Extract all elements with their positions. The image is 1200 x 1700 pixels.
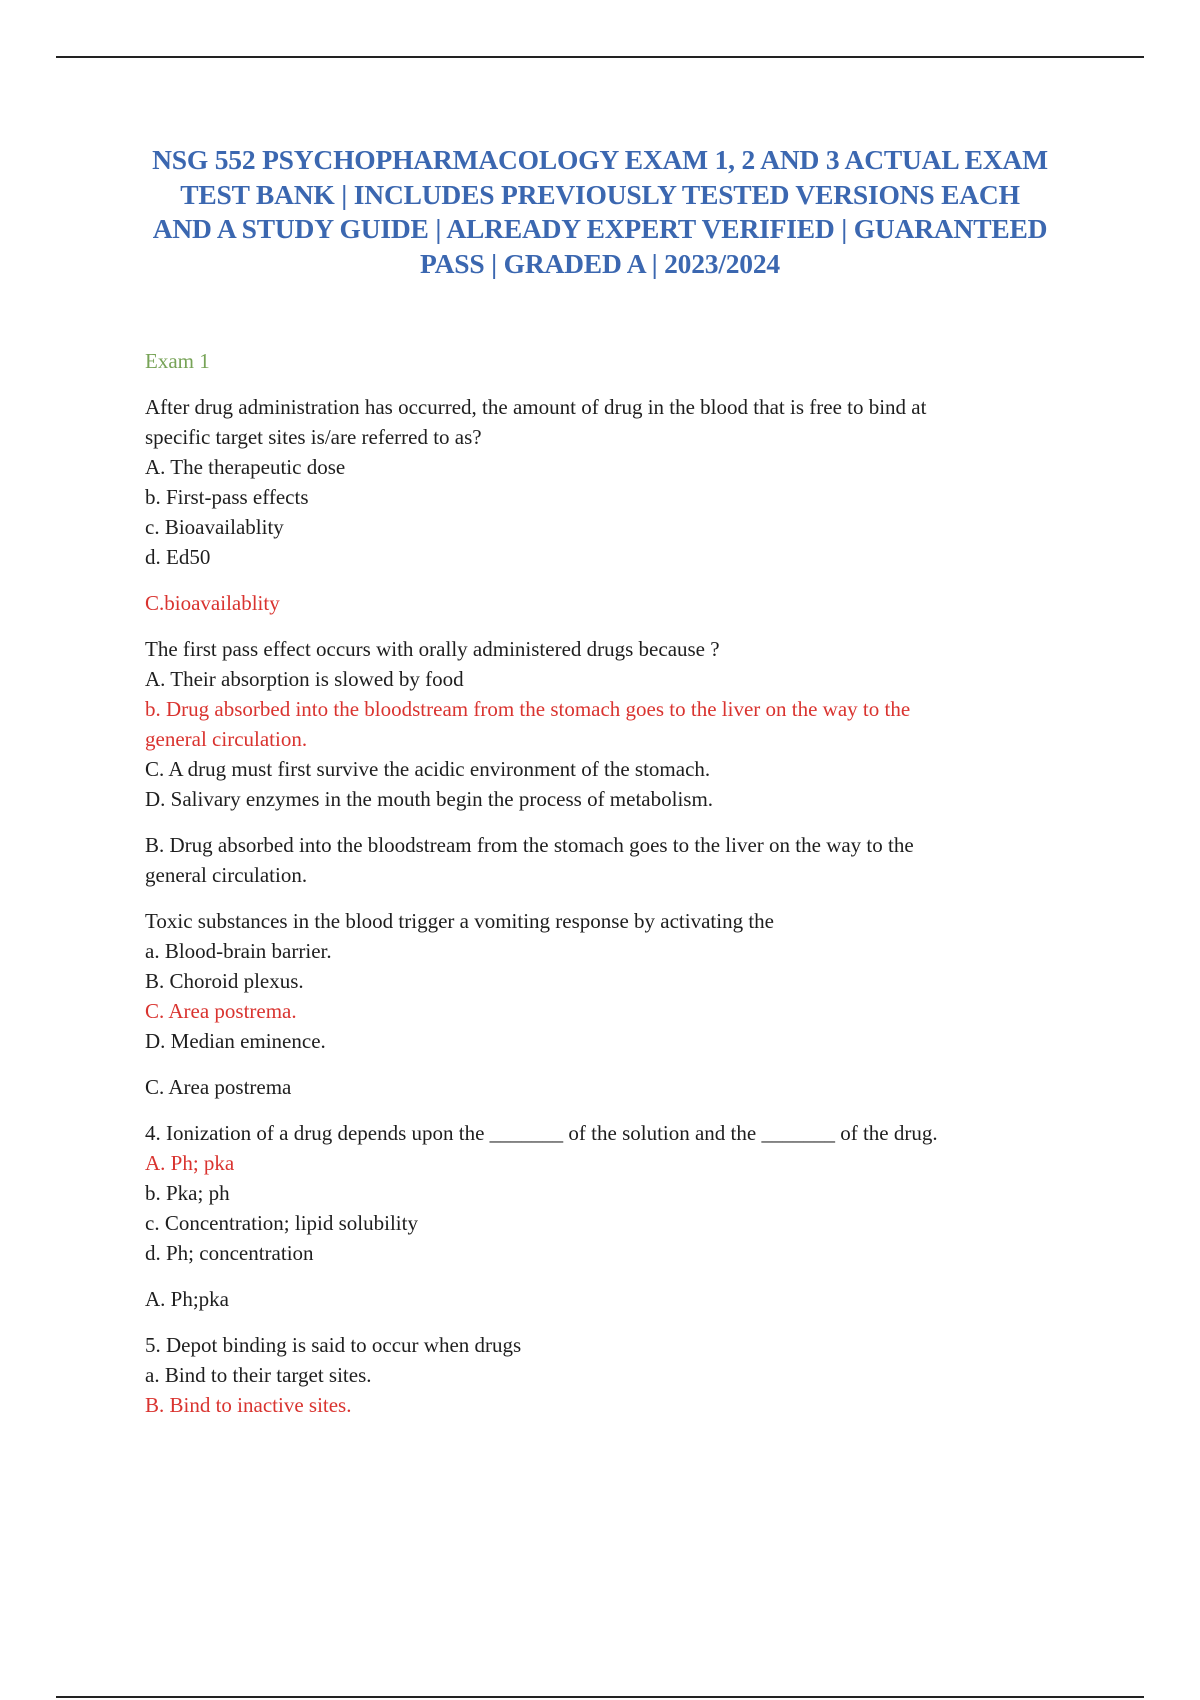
title-line: AND A STUDY GUIDE | ALREADY EXPERT VERIFIED | GUARANTEED: [152, 213, 1048, 244]
correct-answer: A. Ph;pka: [145, 1287, 229, 1311]
question-stem: 4. Ionization of a drug depends upon the _______ of the solution and the _______ of the drug.: [145, 1121, 938, 1145]
answer-option: d. Ph; concentration: [145, 1241, 314, 1265]
title-line: PASS | GRADED A | 2023/2024: [420, 247, 780, 279]
section-heading: Exam 1: [145, 349, 210, 373]
question-block: [145, 392, 1095, 572]
question-block: [145, 906, 1095, 1056]
correct-answer: B. Drug absorbed into the bloodstream from the stomach goes to the liver on the way to the: [145, 833, 914, 857]
question-block: [145, 1118, 1095, 1268]
question-stem: The first pass effect occurs with orally administered drugs because ?: [145, 637, 720, 661]
answer-option: c. Concentration; lipid solubility: [145, 1211, 418, 1235]
answer-option-highlighted: b. Drug absorbed into the bloodstream from the stomach goes to the liver on the way to the: [145, 697, 911, 721]
top-rule: [56, 56, 1144, 58]
question-stem: Toxic substances in the blood trigger a vomiting response by activating the: [145, 909, 774, 933]
answer-option-highlighted: A. Ph; pka: [145, 1151, 235, 1175]
answer-option: A. The therapeutic dose: [145, 455, 346, 479]
question-stem: 5. Depot binding is said to occur when drugs: [145, 1333, 522, 1357]
question-stem: After drug administration has occurred, the amount of drug in the blood that is free to bind at: [145, 395, 927, 419]
answer-option: C. A drug must first survive the acidic environment of the stomach.: [145, 757, 711, 781]
question-block: [145, 634, 1095, 814]
answer-option: A. Their absorption is slowed by food: [145, 667, 464, 691]
exam-content: [145, 346, 1095, 1420]
question-stem: specific target sites is/are referred to as?: [145, 425, 482, 449]
answer-option-highlighted: general circulation.: [145, 727, 308, 751]
correct-answer: C.bioavailablity: [145, 591, 280, 615]
answer-option: d. Ed50: [145, 545, 211, 569]
title-line: TEST BANK | INCLUDES PREVIOUSLY TESTED VERSIONS EACH: [180, 178, 1020, 210]
document-title: [130, 143, 1070, 281]
answer-option: a. Blood-brain barrier.: [145, 939, 332, 963]
answer-option: b. First-pass effects: [145, 485, 309, 509]
answer-option-highlighted: C. Area postrema.: [145, 999, 297, 1023]
answer-option: D. Median eminence.: [145, 1029, 326, 1053]
correct-answer: general circulation.: [145, 863, 308, 887]
question-block: [145, 1330, 1095, 1420]
correct-answer: C. Area postrema: [145, 1075, 292, 1099]
answer-option: c. Bioavailablity: [145, 515, 284, 539]
answer-option-highlighted: B. Bind to inactive sites.: [145, 1393, 352, 1417]
answer-option: B. Choroid plexus.: [145, 969, 304, 993]
answer-option: b. Pka; ph: [145, 1181, 230, 1205]
answer-option: a. Bind to their target sites.: [145, 1363, 372, 1387]
bottom-rule: [56, 1696, 1144, 1698]
title-line: NSG 552 PSYCHOPHARMACOLOGY EXAM 1, 2 AND 3 ACTUAL EXAM: [152, 144, 1048, 175]
answer-option: D. Salivary enzymes in the mouth begin the process of metabolism.: [145, 787, 714, 811]
